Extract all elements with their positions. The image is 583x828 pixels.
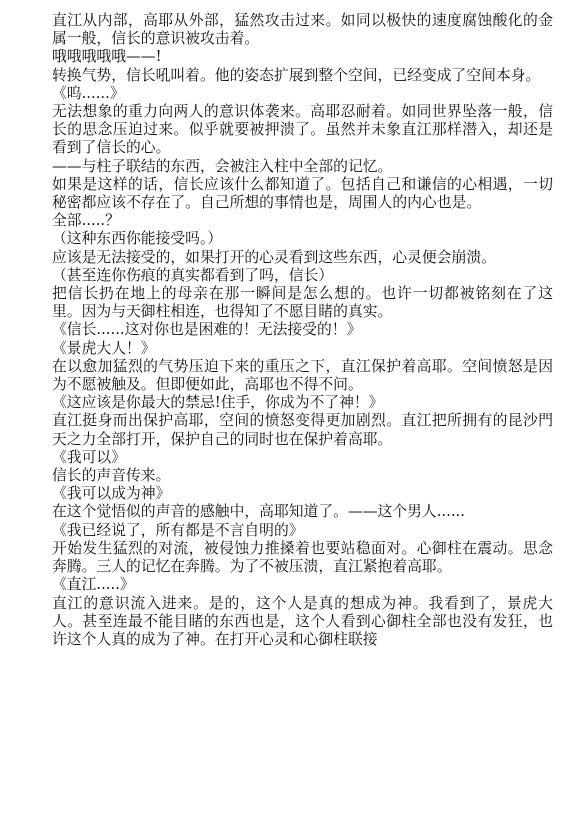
- paragraph: 如果是这样的话，信长应该什么都知道了。包括自己和谦信的心相遇，一切秘密都应该不存在了。自己所想的事情也是，周围人的内心也是。: [52, 175, 553, 212]
- paragraph: 《我可以》: [52, 448, 126, 466]
- paragraph: 无法想象的重力向两人的意识体袭来。高耶忍耐着。如同世界坠落一般，信长的思念压迫过来。似乎就要被押溃了。虽然并未象直江那样潜入，却还是看到了信长的心。: [52, 103, 553, 157]
- paragraph: （甚至连你伤痕的真实都看到了吗，信长）: [52, 266, 334, 284]
- paragraph: 全部.....？: [52, 212, 120, 230]
- paragraph: （这种东西你能接受吗。）: [52, 230, 223, 248]
- paragraph: 哦哦哦哦哦——!: [52, 48, 162, 66]
- paragraph: 信长的声音传来。: [52, 467, 171, 485]
- paragraph: 在这个觉悟似的声音的感触中，高耶知道了。——这个男人......: [52, 503, 465, 521]
- paragraph: 《这应该是你最大的禁忌!住手，你成为不了神！》: [52, 394, 384, 412]
- paragraph: 直江的意识流入进来。是的，这个人是真的想成为神。我看到了，景虎大人。甚至连最不能目睹的东西也是，这个人看到心御柱全部也没有发狂，也许这个人真的成为了神。在打开心灵和心御柱联接: [52, 594, 553, 648]
- paragraph: 转换气势，信长吼叫着。他的姿态扩展到整个空间，已经变成了空间本身。: [52, 66, 541, 84]
- paragraph: 开始发生猛烈的对流，被侵蚀力推搡着也要站稳面对。心御柱在震动。思念奔腾。三人的记忆在奔腾。为了不被压溃，直江紧抱着高耶。: [52, 539, 553, 576]
- paragraph: 《直江.....》: [52, 576, 135, 594]
- paragraph: 《信长......这对你也是困难的！无法接受的！》: [52, 321, 362, 339]
- paragraph: 直江从内部，高耶从外部，猛然攻击过来。如同以极快的速度腐蚀酸化的金属一般，信长的意识被攻击着。: [52, 12, 553, 48]
- paragraph: 应该是无法接受的，如果打开的心灵看到这些东西，心灵便会崩溃。: [52, 248, 496, 266]
- paragraph: 《我已经说了，所有都是不言自明的》: [52, 521, 304, 539]
- paragraph: 《我可以成为神》: [52, 485, 171, 503]
- paragraph: 直江挺身而出保护高耶，空间的愤怒变得更加剧烈。直江把所拥有的昆沙門天之力全部打开，保护自己的同时也在保护着高耶。: [52, 412, 553, 448]
- paragraph: ——与柱子联结的东西，会被注入柱中全部的记忆。: [52, 157, 393, 175]
- paragraph: 把信长扔在地上的母亲在那一瞬间是怎么想的。也许一切都被铭刻在了这里。因为与天御柱相连，也得知了不愿目睹的真实。: [52, 285, 553, 321]
- paragraph: 《景虎大人！》: [52, 339, 156, 357]
- paragraph: 《呜......》: [52, 84, 125, 102]
- paragraph: 在以愈加猛烈的气势压迫下来的重压之下，直江保护着高耶。空间愤怒是因为不愿被触及。但即便如此，高耶也不得不问。: [52, 357, 553, 394]
